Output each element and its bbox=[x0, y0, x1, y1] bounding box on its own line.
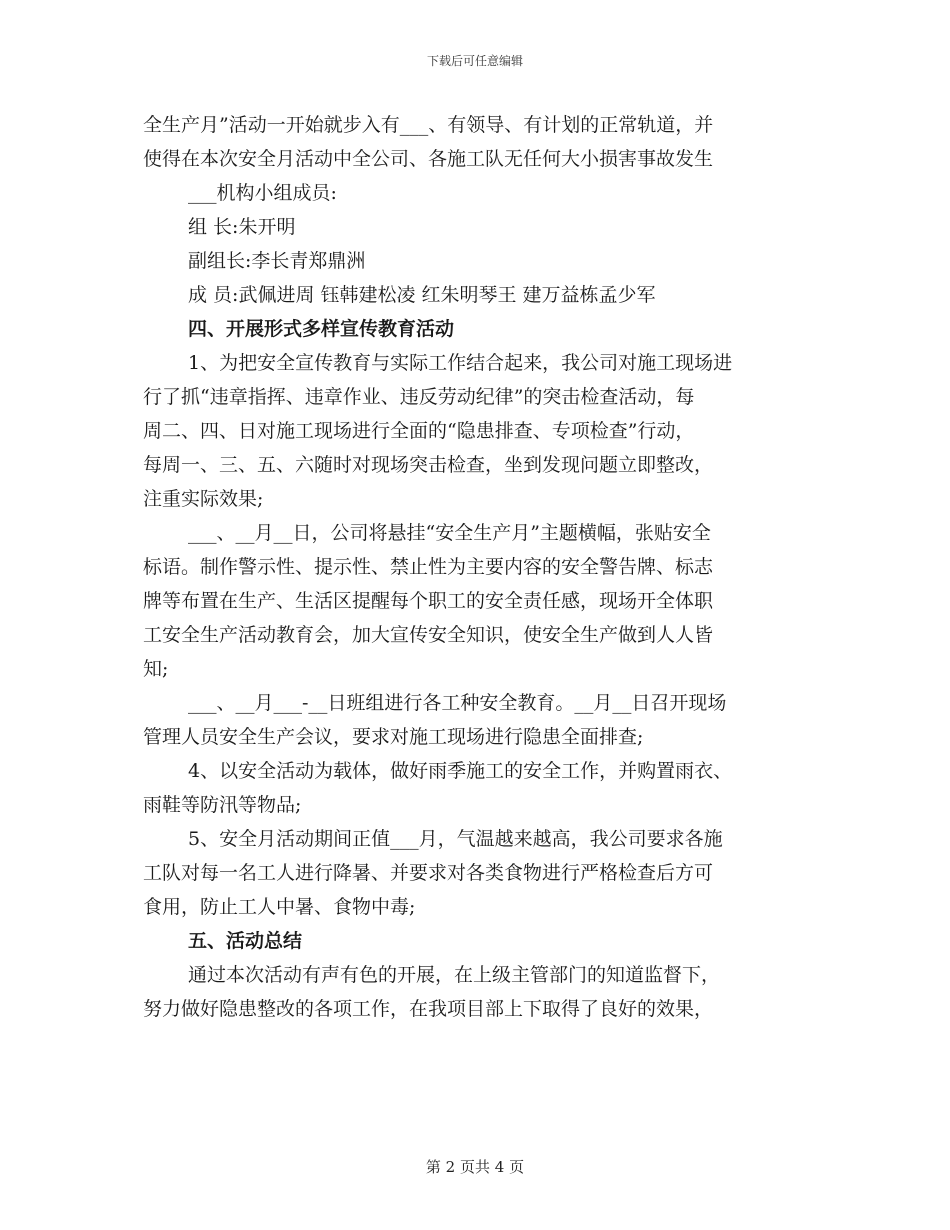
page-footer: 第 2 页共 4 页 bbox=[425, 1158, 525, 1176]
text-line: 使得在本次安全月活动中全公司、各施工队无任何大小损害事故发生 bbox=[143, 148, 714, 170]
text-line: 通过本次活动有声有色的开展，在上级主管部门的知道监督下， bbox=[188, 964, 721, 986]
text-line: 食用，防止工人中暑、食物中毒; bbox=[143, 896, 416, 918]
text-line: 工队对每一名工人进行降暑、并要求对各类食物进行严格检查后方可 bbox=[143, 862, 714, 884]
page-header: 下载后可任意编辑 bbox=[426, 54, 523, 68]
text-line: 努力做好隐患整改的各项工作，在我项目部上下取得了良好的效果， bbox=[143, 998, 714, 1020]
text-line: 工安全生产活动教育会，加大宣传安全知识，使安全生产做到人人皆 bbox=[143, 624, 714, 646]
text-line: 牌等布置在生产、生活区提醒每个职工的安全责任感，现场开全体职 bbox=[143, 590, 714, 612]
text-line: ___机构小组成员: bbox=[188, 182, 337, 204]
text-line: 1、为把安全宣传教育与实际工作结合起来，我公司对施工现场进 bbox=[188, 352, 733, 374]
text-line: 5、安全月活动期间正值___月，气温越来越高，我公司要求各施 bbox=[188, 828, 723, 850]
text-line: 标语。制作警示性、提示性、禁止性为主要内容的安全警告牌、标志 bbox=[143, 556, 714, 578]
section-heading: 五、活动总结 bbox=[188, 930, 303, 952]
text-line: 行了抓“违章指挥、违章作业、违反劳动纪律”的突击检查活动，每 bbox=[143, 386, 695, 408]
text-line: 雨鞋等防汛等物品; bbox=[143, 794, 302, 816]
text-line: 全生产月”活动一开始就步入有___、有领导、有计划的正常轨道，并 bbox=[143, 114, 714, 136]
text-line: 管理人员安全生产会议，要求对施工现场进行隐患全面排查; bbox=[143, 726, 644, 748]
text-line: 每周一、三、五、六随时对现场突击检查，坐到发现问题立即整改， bbox=[143, 454, 714, 476]
text-line: 知; bbox=[143, 658, 169, 680]
document-body bbox=[143, 108, 808, 1026]
text-line: 周二、四、日对施工现场进行全面的“隐患排查、专项检查”行动， bbox=[143, 420, 695, 442]
text-line: 4、以安全活动为载体，做好雨季施工的安全工作，并购置雨衣、 bbox=[188, 760, 733, 782]
section-heading: 四、开展形式多样宣传教育活动 bbox=[188, 318, 455, 340]
text-line: 成 员:武佩进周 钰韩建松凌 红朱明琴王 建万益栋孟少军 bbox=[188, 284, 656, 306]
text-line: ___、__月___-__日班组进行各工种安全教育。__月__日召开现场 bbox=[188, 692, 727, 714]
text-line: 副组长:李长青郑鼎洲 bbox=[188, 250, 366, 272]
text-line: ___、__月__日，公司将悬挂“安全生产月”主题横幅，张贴安全 bbox=[188, 522, 711, 544]
text-line: 组 长:朱开明 bbox=[188, 216, 296, 238]
text-line: 注重实际效果; bbox=[143, 488, 264, 510]
